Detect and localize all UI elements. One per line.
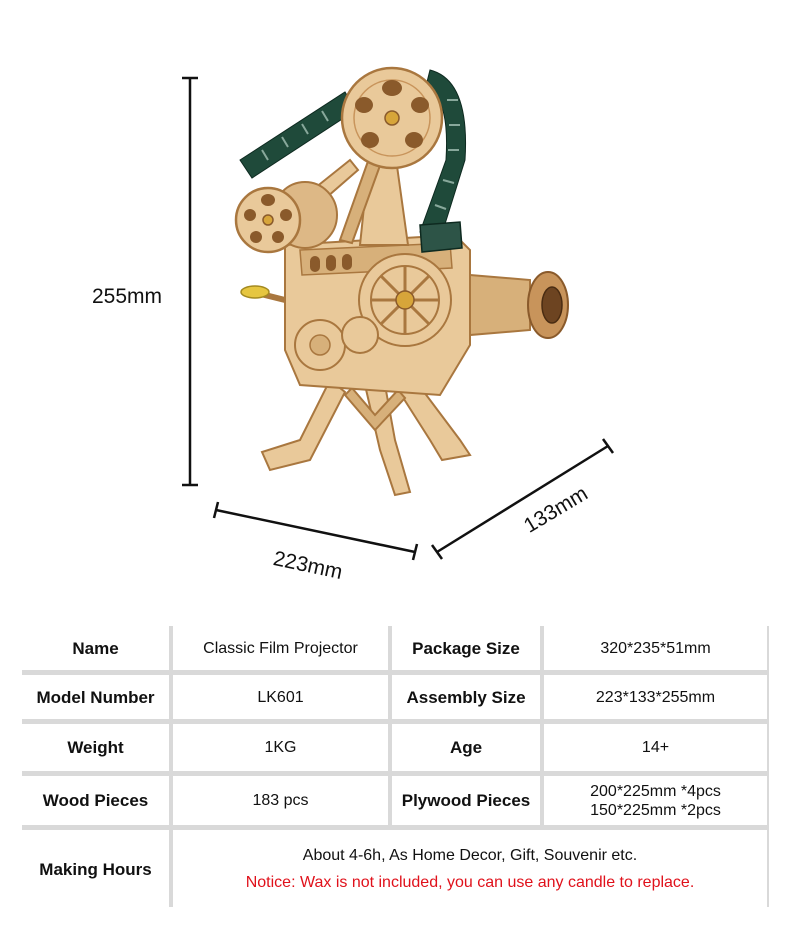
package-size-value: 320*235*51mm xyxy=(544,626,767,670)
height-dimension-label: 255mm xyxy=(92,285,163,308)
width-dimension-line xyxy=(214,502,417,560)
height-dimension-line xyxy=(182,78,198,485)
model-number-value: LK601 xyxy=(173,675,388,719)
age-label: Age xyxy=(392,724,540,771)
width-dimension-label: 223mm xyxy=(271,547,345,585)
assembly-size-value: 223*133*255mm xyxy=(544,675,767,719)
making-hours-value xyxy=(173,830,767,908)
depth-dimension-label: 133mm xyxy=(520,481,592,538)
name-label: Name xyxy=(22,626,169,670)
wood-pieces-label: Wood Pieces xyxy=(22,776,169,825)
projector-body xyxy=(241,222,568,395)
plywood-pieces-value xyxy=(544,776,767,825)
name-value: Classic Film Projector xyxy=(173,626,388,670)
making-hours-text: About 4-6h, As Home Decor, Gift, Souvenir etc. xyxy=(302,847,638,864)
left-reel xyxy=(236,182,337,252)
age-value: 14+ xyxy=(544,724,767,771)
assembly-size-label: Assembly Size xyxy=(392,675,540,719)
wax-notice: Notice: Wax is not included, you can use any candle to replace. xyxy=(245,874,695,891)
package-size-label: Package Size xyxy=(392,626,540,670)
model-number-label: Model Number xyxy=(22,675,169,719)
plywood-line-2: 150*225mm *2pcs xyxy=(590,801,721,819)
weight-label: Weight xyxy=(22,724,169,771)
plywood-line-1: 200*225mm *4pcs xyxy=(590,782,721,800)
wood-pieces-value: 183 pcs xyxy=(173,776,388,825)
tripod-stand xyxy=(262,380,470,495)
top-reel xyxy=(342,68,442,168)
making-hours-label: Making Hours xyxy=(22,830,169,908)
weight-value: 1KG xyxy=(173,724,388,771)
plywood-pieces-label: Plywood Pieces xyxy=(392,776,540,825)
spec-table xyxy=(22,626,769,907)
